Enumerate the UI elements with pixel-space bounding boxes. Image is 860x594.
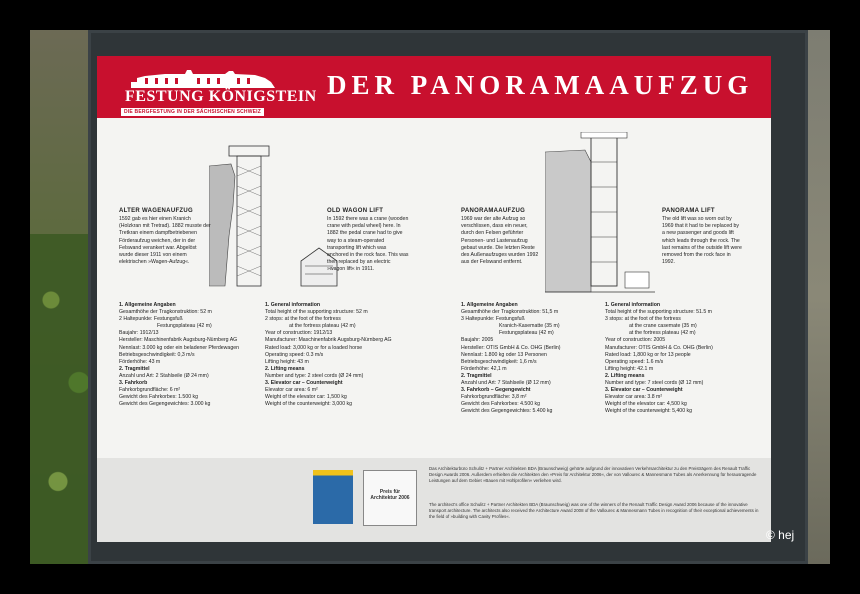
spec-line: Betriebsgeschwindigkeit: 0,3 m/s <box>119 351 195 358</box>
spec-line: 3. Elevator car – Counterweight <box>605 387 683 394</box>
spec-line: Operating speed: 1.6 m/s <box>605 358 664 365</box>
spec-line: Lifting height: 42.1 m <box>605 365 654 372</box>
spec-line: Förderhöhe: 43 m <box>119 358 161 365</box>
spec-line: at the fortress plateau (42 m) <box>629 330 696 337</box>
spec-line: Number and type: 7 steel cords (Ø 12 mm) <box>605 380 704 387</box>
footer-text-de: Das Architekturbüro Schulitz + Partner Architekten BDA (Braunschweig) gehörte aufgrund der innovativen Verkehrsarchitektur zu den Preisträgern des Renault Traffic Design Awards 2006. Außerdem erhielten die Architekten den »Preis für Architektur 2006«, der von Vallourec & Mannesmann Tubes als Anerkennung für herausragende Leistungen auf dem Gebiet »Bauen mit Hohlprofilen« verliehen wird. <box>429 466 757 483</box>
spec-line: 2 Haltepunkte: Festungsfuß <box>119 316 183 323</box>
spec-line: Baujahr: 2005 <box>461 337 494 344</box>
spec-line: 3. Fahrkorb <box>119 380 148 387</box>
spec-line: Gesamthöhe der Tragkonstruktion: 51,5 m <box>461 309 559 316</box>
new-lift-en-text: The old lift was so worn out by 1969 that it had to be replaced by a new passenger and goods lift which leads through the rock. The last remains of the outside lift were removed from the rock face in 1992. <box>662 216 742 266</box>
spec-line: 2. Tragmittel <box>461 372 492 379</box>
new-lift-en <box>662 208 742 266</box>
footer-text-en: The architect's office Schulitz + Partner Architekten BDA (Braunschweig) was one of the winners of the Renault Traffic Design Award 2006 because of the innovative transport architecture. The architects also received the Architecture Award 2008 of the Vallourec & Mannesmann Tubes in recognition of their exceptional achievements in the field of »building with Cavity Profiles«. <box>429 502 759 519</box>
spec-line: Gewicht des Fahrkorbes: 4.500 kg <box>461 401 541 408</box>
old-lift-en <box>327 208 409 274</box>
spec-line: 2. Lifting means <box>265 365 305 372</box>
fortress-logo <box>121 68 317 115</box>
old-lift-de-text: 1592 gab es hier einen Kranich (Holzkran mit Tretrad). 1882 musste der Tretkran einem dampfbetriebenen Förderaufzug weichen, der in der Felswand verankert war. Abgelöst wurde dieser 1911 von einem elektrischen »Wagen-Aufzug«. <box>119 216 211 266</box>
spec-line: 2 stops: at the foot of the fortress <box>265 316 341 323</box>
spec-line: Kranich-Kasematte (35 m) <box>499 323 560 330</box>
spec-line: 1. General information <box>265 302 321 308</box>
spec-line: Manufacturer: OTIS GmbH & Co. OHG (Berlin) <box>605 344 713 351</box>
spec-line: Weight of the elevator car: 4,500 kg <box>605 401 687 408</box>
award-plaque-text: Preis für Architektur 2006 <box>370 489 410 501</box>
award-footer <box>97 458 771 542</box>
old-lift-en-heading: OLD WAGON LIFT <box>327 208 384 214</box>
spec-line: 3. Elevator car – Counterweight <box>265 380 343 387</box>
spec-line: Year of construction: 2005 <box>605 337 666 344</box>
architecture-award-plaque <box>363 470 417 526</box>
spec-line: Rated load: 3,000 kg or for a loaded horse <box>265 344 363 351</box>
spec-line: Weight of the counterweight: 3,000 kg <box>265 401 352 408</box>
spec-line: Gewicht des Gegengewichtes: 5.400 kg <box>461 408 553 415</box>
spec-line: 1. Allgemeine Angaben <box>461 302 518 308</box>
spec-line: at the crane casemate (35 m) <box>629 323 697 330</box>
spec-line: at the fortress plateau (42 m) <box>289 323 356 330</box>
logo-subtitle: DIE BERGFESTUNG IN DER SÄCHSISCHEN SCHWEIZ <box>121 108 264 116</box>
spec-line: Total height of the supporting structure: 51.5 m <box>605 309 712 316</box>
spec-line: Elevator car area: 3.8 m² <box>605 394 663 401</box>
new-lift-de <box>461 208 539 266</box>
new-lift-de-text: 1969 war der alte Aufzug so verschlissen, dass ein neuer, durch den Felsen geführter Personen- und Lastenaufzug gebaut wurde. Die letzten Reste des Außenaufzuges wurden 1992 aus der Felswand entfernt. <box>461 216 539 266</box>
sign-title: DER PANORAMAAUFZUG <box>327 70 754 100</box>
spec-line: Lifting height: 43 m <box>265 358 309 365</box>
spec-line: Festungsplateau (42 m) <box>157 323 212 330</box>
spec-line: 1. Allgemeine Angaben <box>119 302 176 308</box>
old-lift-de-heading: ALTER WAGENAUFZUG <box>119 208 193 214</box>
spec-line: 2. Lifting means <box>605 372 645 379</box>
spec-line: 3 stops: at the foot of the fortress <box>605 316 681 323</box>
old-lift-en-text: In 1592 there was a crane (wooden crane with pedal wheel) here. In 1882 the pedal crane had to give way to a steam-operated transporting lift which was anchored in the rock face. This was then replaced by an electric »wagon lift« in 1911. <box>327 216 409 273</box>
spec-line: 2. Tragmittel <box>119 365 150 372</box>
spec-line: 3 Haltepunkte: Festungsfuß <box>461 316 525 323</box>
spec-line: Nennlast: 3.000 kg oder ein beladener Pferdewagen <box>119 344 239 351</box>
photo-watermark: © hej <box>766 528 795 542</box>
old-lift-drawing <box>209 136 339 296</box>
spec-line: Elevator car area: 6 m² <box>265 387 318 394</box>
spec-line: 1. General information <box>605 302 661 308</box>
spec-line: 3. Fahrkorb – Gegengewicht <box>461 387 531 394</box>
spec-line: Total height of the supporting structure: 52 m <box>265 309 368 316</box>
spec-line: Fahrkorbgrundfläche: 6 m² <box>119 387 181 394</box>
info-board <box>97 56 771 542</box>
spec-line: Fahrkorbgrundfläche: 3,8 m² <box>461 394 527 401</box>
spec-line: Betriebsgeschwindigkeit: 1,6 m/s <box>461 358 537 365</box>
spec-line: Gesamthöhe der Tragkonstruktion: 52 m <box>119 309 212 316</box>
spec-line: Förderhöhe: 42,1 m <box>461 365 507 372</box>
new-lift-en-heading: PANORAMA LIFT <box>662 208 715 214</box>
new-lift-de-heading: PANORAMAAUFZUG <box>461 208 526 214</box>
fortress-silhouette-icon <box>125 68 275 90</box>
spec-line: Rated load: 1,800 kg or for 13 people <box>605 351 691 358</box>
logo-title: FESTUNG KÖNIGSTEIN <box>125 88 317 105</box>
spec-line: Hersteller: OTIS GmbH & Co. OHG (Berlin) <box>461 344 561 351</box>
specs-new-de <box>461 302 591 416</box>
spec-line: Nennlast: 1.800 kg oder 13 Personen <box>461 351 547 358</box>
spec-line: Weight of the elevator car: 1,500 kg <box>265 394 347 401</box>
spec-line: Weight of the counterweight: 5,400 kg <box>605 408 692 415</box>
spec-line: Number and type: 2 steel cords (Ø 24 mm) <box>265 372 364 379</box>
spec-line: Manufacturer: Maschinenfabrik Augsburg-Nürnberg AG <box>265 337 392 344</box>
specs-old-de <box>119 302 259 408</box>
spec-line: Gewicht des Gegengewichtes: 3.000 kg <box>119 401 211 408</box>
design-award-poster <box>313 470 353 524</box>
spec-line: Anzahl und Art: 2 Stahlseile (Ø 24 mm) <box>119 372 209 379</box>
specs-old-en <box>265 302 415 408</box>
spec-line: Gewicht des Fahrkorbes: 1.500 kg <box>119 394 199 401</box>
old-lift-de <box>119 208 211 266</box>
spec-line: Operating speed: 0.3 m/s <box>265 351 324 358</box>
spec-line: Year of construction: 1912/13 <box>265 330 333 337</box>
new-lift-drawing <box>545 132 665 302</box>
title-banner <box>97 56 771 118</box>
spec-line: Anzahl und Art: 7 Stahlseile (Ø 12 mm) <box>461 380 551 387</box>
spec-line: Baujahr: 1912/13 <box>119 330 159 337</box>
spec-line: Festungsplateau (42 m) <box>499 330 554 337</box>
spec-line: Hersteller: Maschinenfabrik Augsburg-Nürnberg AG <box>119 337 238 344</box>
specs-new-en <box>605 302 755 416</box>
